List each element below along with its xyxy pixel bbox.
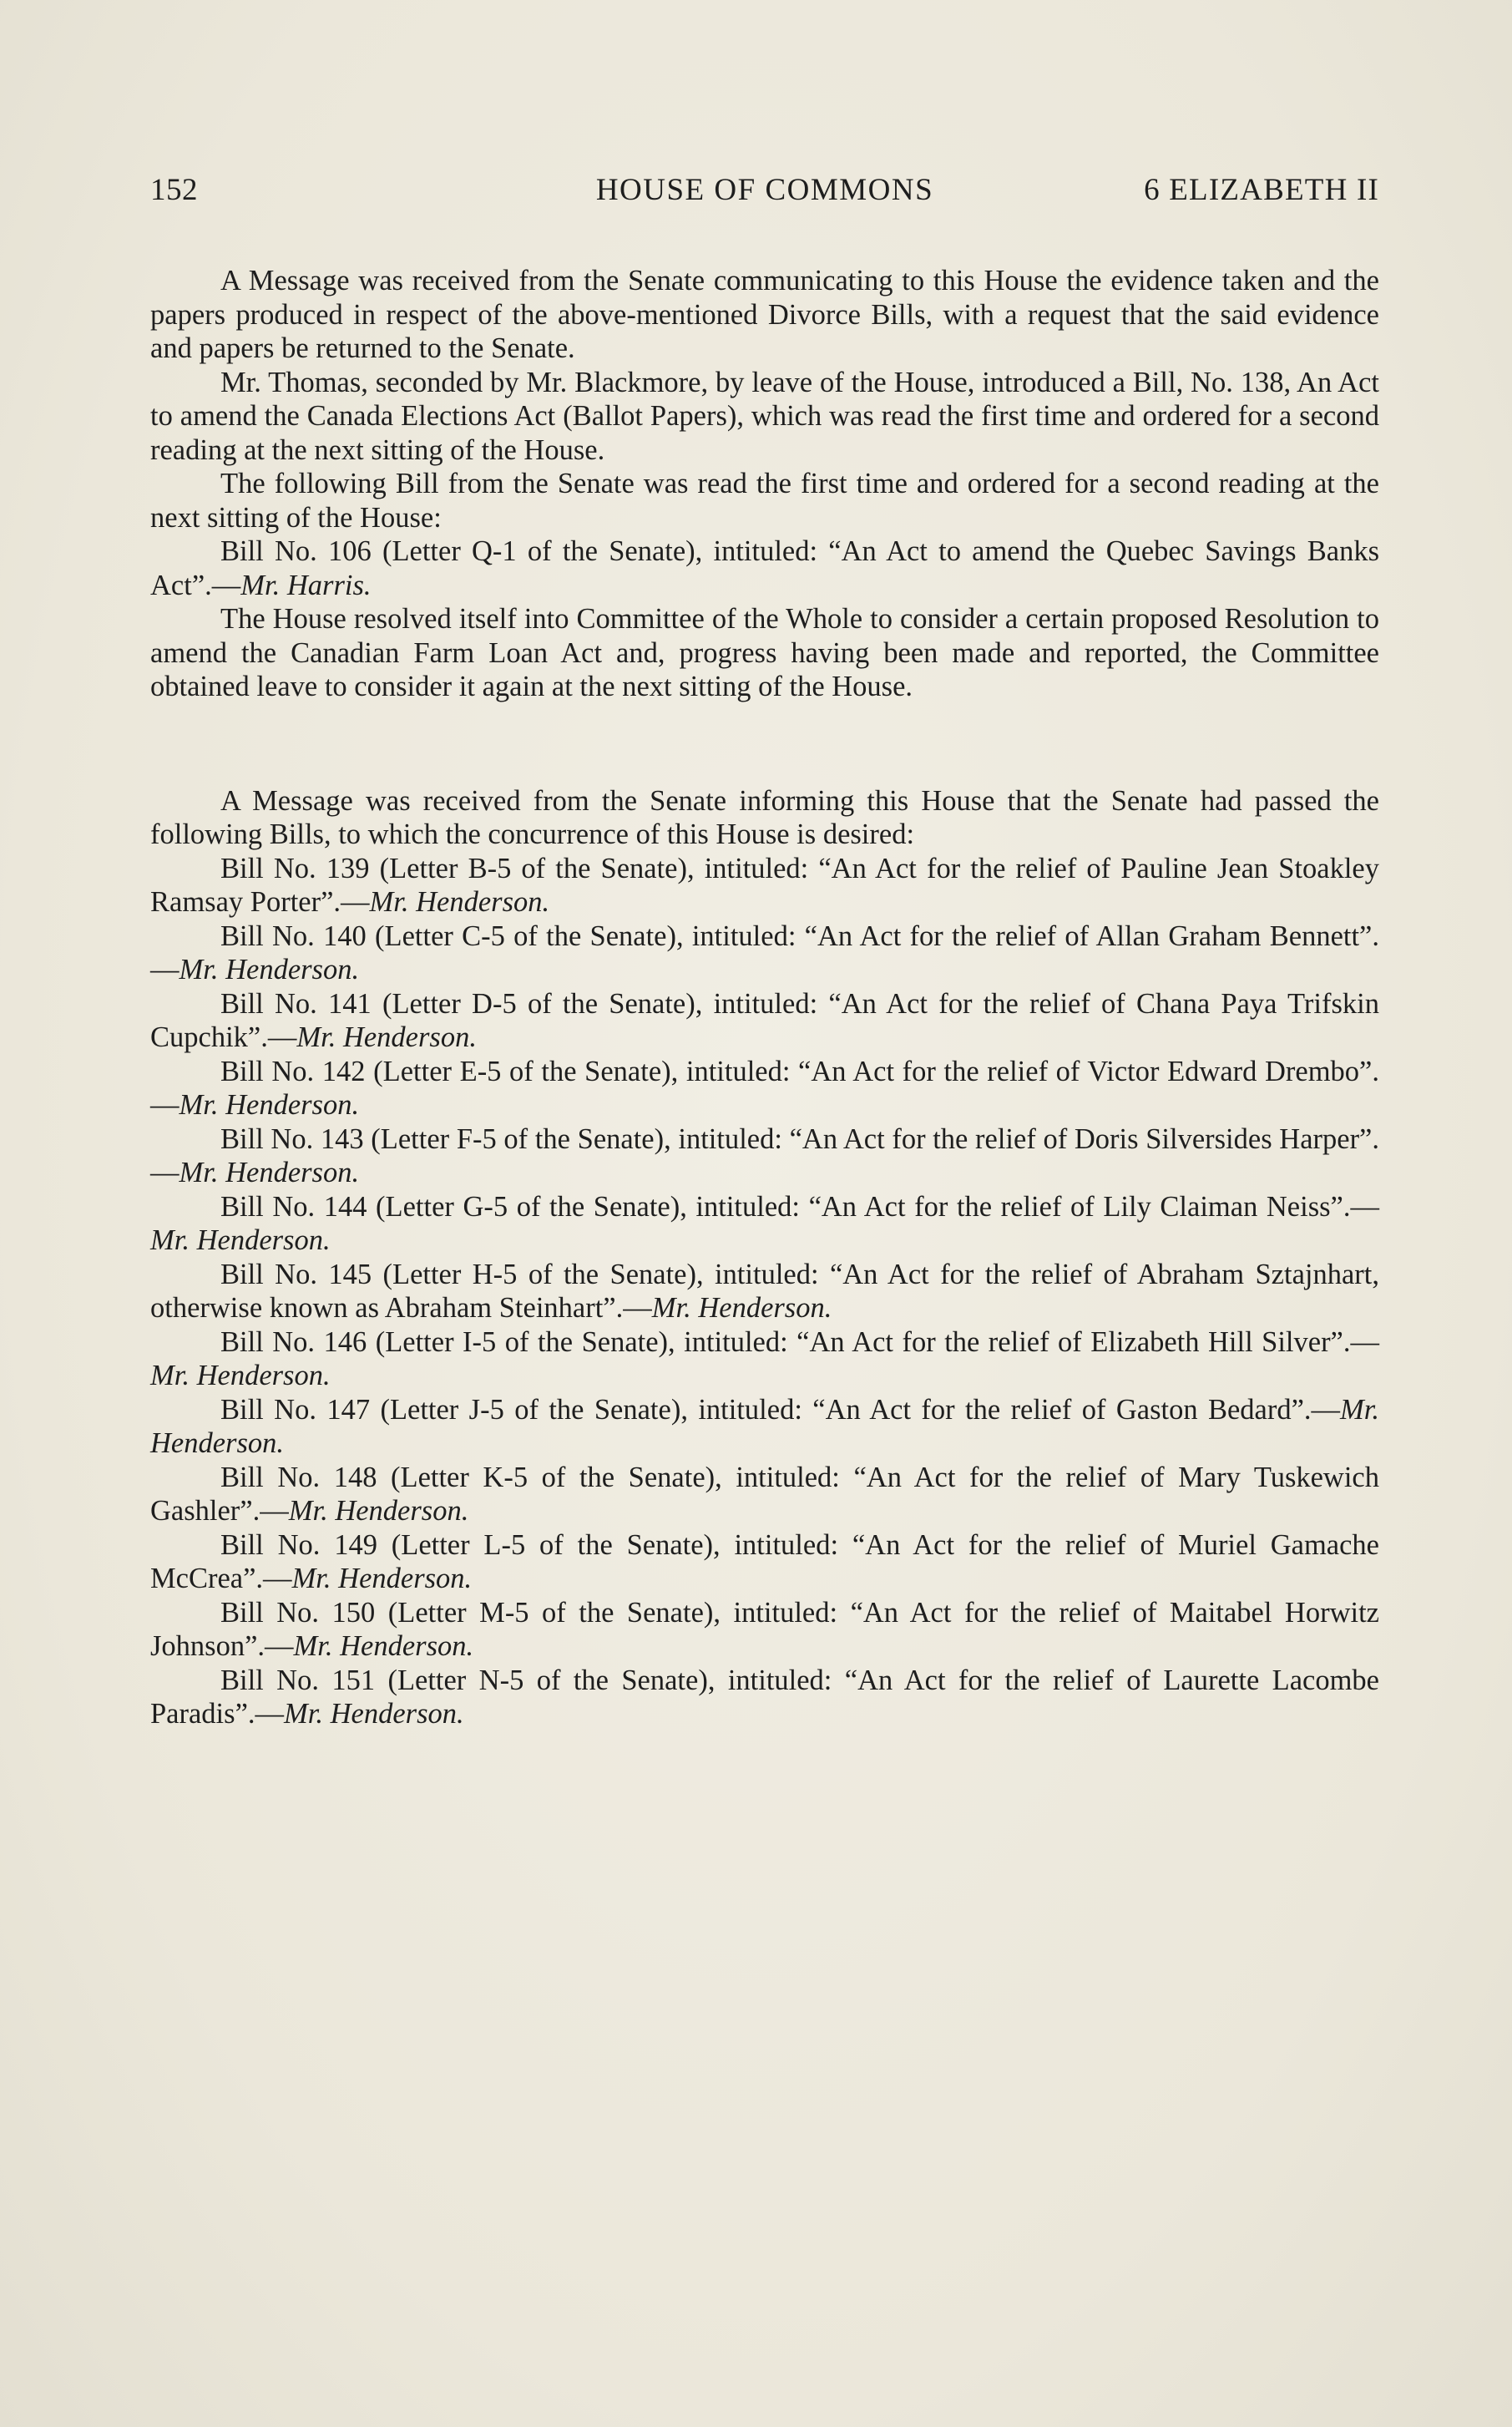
bill-entry <box>150 1664 1379 1731</box>
committee-of-whole-paragraph: The House resolved itself into Committee of the Whole to consider a certain proposed Resolution to amend the Canadian Farm Loan Act and, progress having been made and reported, the Committee obtained leave to consider it again at the next sitting of the House. <box>150 603 1379 702</box>
bill-mover: Mr. Henderson. <box>369 886 550 918</box>
bill-text: Bill No. 142 (Letter E-5 of the Senate), intituled: “An Act for the relief of Victor Edward Drembo”.— <box>150 1055 1379 1121</box>
bill-mover: Mr. Henderson. <box>150 1360 331 1391</box>
bill-mover: Mr. Henderson. <box>651 1292 832 1324</box>
bill-mover: Mr. Harris. <box>240 569 372 601</box>
bill-entry <box>150 1393 1379 1461</box>
bill-text: Bill No. 144 (Letter G-5 of the Senate), intituled: “An Act for the relief of Lily Claiman Neiss”.— <box>220 1190 1379 1223</box>
bill-text: Bill No. 146 (Letter I-5 of the Senate), intituled: “An Act for the relief of Elizabeth Hill Silver”.— <box>220 1325 1379 1358</box>
bill-entry <box>150 1055 1379 1122</box>
bill-text: Bill No. 140 (Letter C-5 of the Senate), intituled: “An Act for the relief of Allan Graham Bennett”.— <box>150 920 1379 985</box>
bill-text: Bill No. 141 (Letter D-5 of the Senate), intituled: “An Act for the relief of Chana Paya Trifskin Cupchik”.— <box>150 987 1379 1053</box>
page-header <box>150 172 1379 214</box>
bill-text: Bill No. 150 (Letter M-5 of the Senate), intituled: “An Act for the relief of Maitabel Horwitz Johnson”.— <box>150 1596 1379 1662</box>
bill-list <box>150 852 1379 1731</box>
bill-text: Bill No. 106 (Letter Q-1 of the Senate), intituled: “An Act to amend the Quebec Savings Banks Act”.— <box>150 535 1379 601</box>
senate-bill-first-reading-paragraph: The following Bill from the Senate was read the first time and ordered for a second reading at the next sitting of the House: <box>150 468 1379 534</box>
bill-mover: Mr. Henderson. <box>291 1563 473 1594</box>
page-body <box>150 264 1379 1731</box>
bill-mover: Mr. Henderson. <box>150 1393 1379 1459</box>
bill-entry <box>150 1528 1379 1596</box>
bill-text: Bill No. 151 (Letter N-5 of the Senate), intituled: “An Act for the relief of Laurette Lacombe Paradis”.— <box>150 1664 1379 1730</box>
bill-text: Bill No. 149 (Letter L-5 of the Senate), intituled: “An Act for the relief of Muriel Gamache McCrea”.— <box>150 1528 1379 1594</box>
bill-entry <box>150 1258 1379 1325</box>
bill-entry <box>150 1190 1379 1258</box>
bill-text: Bill No. 148 (Letter K-5 of the Senate), intituled: “An Act for the relief of Mary Tuskewich Gashler”.— <box>150 1461 1379 1527</box>
bill-mover: Mr. Henderson. <box>150 1224 331 1256</box>
bill-entry <box>150 1325 1379 1393</box>
bill-entry <box>150 920 1379 987</box>
bill-entry <box>150 535 1379 602</box>
bill-text: Bill No. 143 (Letter F-5 of the Senate), intituled: “An Act for the relief of Doris Silversides Harper”.— <box>150 1122 1379 1188</box>
running-title: HOUSE OF COMMONS <box>595 173 934 207</box>
bill-entry <box>150 1596 1379 1664</box>
bill-text: Bill No. 139 (Letter B-5 of the Senate), intituled: “An Act for the relief of Pauline Jean Stoakley Ramsay Porter”.— <box>150 852 1379 918</box>
bill-entry <box>150 852 1379 920</box>
senate-bills-message-paragraph: A Message was received from the Senate informing this House that the Senate had passed the following Bills, to which the concurrence of this House is desired: <box>150 784 1379 850</box>
bill-entry <box>150 987 1379 1055</box>
bill-mover: Mr. Henderson. <box>288 1495 469 1527</box>
bill-entry <box>150 1461 1379 1528</box>
bill-mover: Mr. Henderson. <box>179 1157 360 1188</box>
regnal-year: 6 ELIZABETH II <box>1144 173 1379 207</box>
bill-mover: Mr. Henderson. <box>179 954 360 985</box>
bill-text: Bill No. 145 (Letter H-5 of the Senate), intituled: “An Act for the relief of Abraham Sztajnhart, otherwise known as Abraham Steinhart”.— <box>150 1258 1379 1324</box>
page-number: 152 <box>150 173 198 207</box>
bill-entry <box>150 1122 1379 1190</box>
bill-mover: Mr. Henderson. <box>179 1089 360 1121</box>
bill-mover: Mr. Henderson. <box>293 1630 474 1662</box>
senate-message-paragraph: A Message was received from the Senate communicating to this House the evidence taken and the papers produced in respect of the above-mentioned Divorce Bills, with a request that the said evidence and papers be returned to the Senate. <box>150 265 1379 364</box>
bill-text: Bill No. 147 (Letter J-5 of the Senate), intituled: “An Act for the relief of Gaston Bedard”.— <box>220 1393 1341 1426</box>
bill-mover: Mr. Henderson. <box>296 1021 477 1053</box>
bill-introduction-paragraph: Mr. Thomas, seconded by Mr. Blackmore, by leave of the House, introduced a Bill, No. 138, An Act to amend the Canada Elections Act (Ballot Papers), which was read the first time and ordered for a second reading at the next sitting of the House. <box>150 366 1379 466</box>
bill-mover: Mr. Henderson. <box>284 1698 464 1730</box>
